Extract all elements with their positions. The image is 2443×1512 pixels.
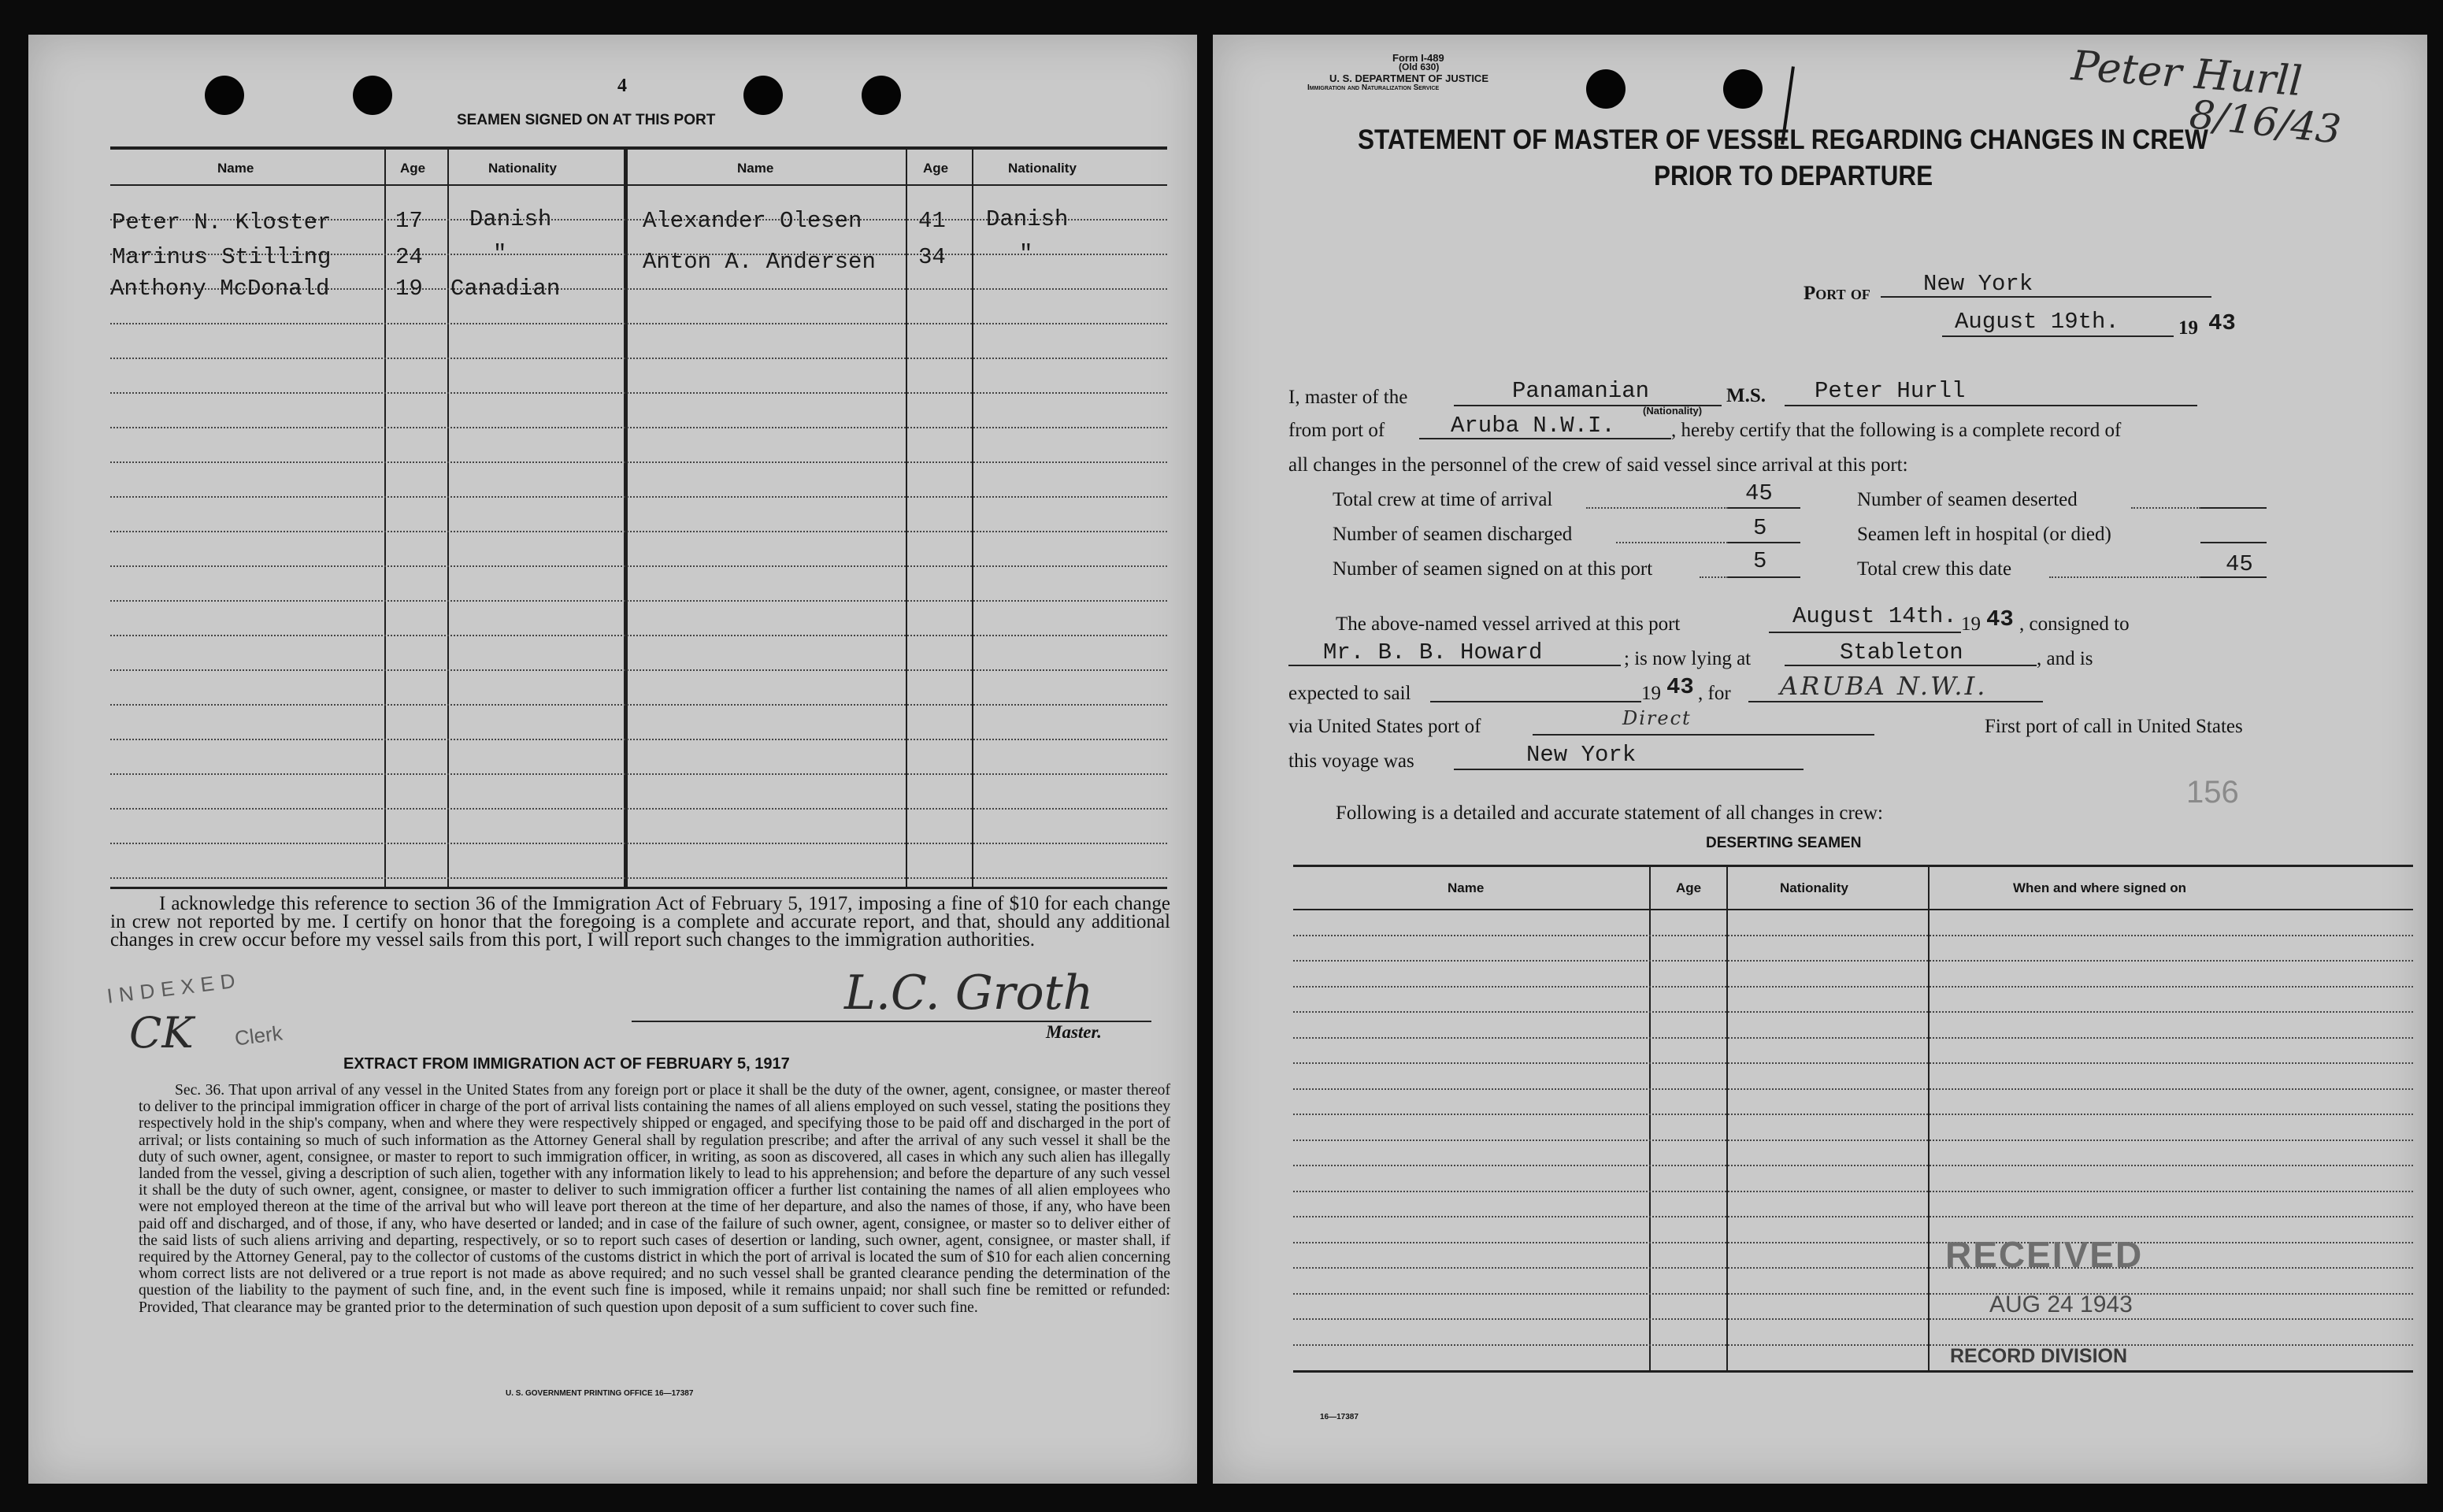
table-row-rule bbox=[110, 531, 1167, 532]
punch-hole bbox=[1586, 69, 1626, 109]
section-36-text: Sec. 36. That upon arrival of any vessel in the United States from any foreign port or place it shall be the duty of the owner, agent, consignee, or master thereof to deliver to the principal immigration officer in charge of the port of arrival lists containing the names of all aliens employed on such vessel, stating the positions they respectively hold in the ship's company, when and where they were respectively shipped or engaged, and specifying those to be paid off and discharged in the port of arrival; or lists containing so much of such information as the Attorney General shall by regulation prescribe; and after the arrival of any such vessel it shall be the duty of such owner, agent, consignee, or master to report to such immigration officer, in writing, as soon as discovered, all cases in which any such alien has illegally landed from the vessel, giving a description of such alien, together with any information likely to lead to his apprehension; and before the departure of any such vessel it shall be the duty of such owner, agent, consignee, or master to deliver to such immigration officer a further list containing the names of all alien employees who were not employed thereon at the time of the arrival but who will leave port thereon at the time of her departure, and also the names of those, if any, who have been paid off and discharged, and of those, if any, who have deserted or landed; and in case of the failure of such owner, agent, consignee, or master so to deliver either of the said lists of such aliens arriving and departing, respectively, or so to report such cases of desertion or landing, such owner, agent, consignee, or master shall, if required by the Attorney General, pay to the collector of customs of the customs district in which the port of arrival is located the sum of $10 for each alien concerning whom correct lists are not delivered or a true report is not made as above required; and no such vessel shall be granted clearance pending the determination of the question of the liability to the payment of such fine, and, in the event such fine is imposed, while it remains unpaid; nor shall such fine be remitted or refunded: Provided, That clearance may be granted prior to the determination of such question upon deposit of a sum sufficient to cover such fine. bbox=[139, 1082, 1170, 1316]
vessel-name: Peter Hurll bbox=[1815, 378, 1966, 404]
seaman-nationality: " bbox=[493, 241, 507, 267]
discharged-value: 5 bbox=[1753, 515, 1767, 541]
seaman-name: Anthony McDonald bbox=[110, 276, 330, 302]
table-row-rule bbox=[1293, 1011, 2413, 1013]
this-voyage-label: this voyage was bbox=[1288, 750, 1414, 772]
following-text: Following is a detailed and accurate statement of all changes in crew: bbox=[1336, 802, 1883, 824]
from-port-value: Aruba N.W.I. bbox=[1451, 413, 1615, 439]
table-row-rule bbox=[1293, 1344, 2413, 1346]
table-row-rule bbox=[1293, 1114, 2413, 1115]
clerk-initials: CK bbox=[129, 1008, 194, 1058]
department-name: U. S. DEPARTMENT OF JUSTICE bbox=[1329, 72, 1488, 84]
discharged-label: Number of seamen discharged bbox=[1333, 524, 1573, 545]
arrival-date: August 14th. bbox=[1792, 603, 1957, 629]
vessel-type: M.S. bbox=[1726, 385, 1766, 406]
handwritten-date: 8/16/43 bbox=[2187, 91, 2344, 153]
via-port-label: via United States port of bbox=[1288, 716, 1481, 737]
sail-year: 43 bbox=[1666, 674, 1694, 700]
left-page bbox=[28, 35, 1197, 1484]
crew-arrival-label: Total crew at time of arrival bbox=[1333, 489, 1553, 510]
form-number: Form I-489 bbox=[1392, 52, 1444, 64]
via-port-value: Direct bbox=[1622, 707, 1692, 729]
consignee-value: Mr. B. B. Howard bbox=[1323, 639, 1543, 665]
received-stamp: RECEIVED bbox=[1945, 1234, 2144, 1275]
seaman-name: Anton A. Andersen bbox=[643, 249, 876, 275]
page-number: 4 bbox=[617, 76, 627, 96]
port-label: Port of bbox=[1804, 283, 1870, 304]
crew-arrival-value: 45 bbox=[1745, 480, 1773, 506]
lying-at-label: ; is now lying at bbox=[1624, 648, 1752, 669]
table-row-rule bbox=[110, 877, 1167, 879]
destination-value: ARUBA N.W.I. bbox=[1780, 671, 1988, 701]
nationality-caption: (Nationality) bbox=[1643, 405, 1703, 417]
seaman-nationality: Canadian bbox=[450, 276, 561, 302]
table-row-rule bbox=[1293, 935, 2413, 936]
table-row-rule bbox=[110, 496, 1167, 498]
table-row-rule bbox=[110, 600, 1167, 602]
footer-code: 16—17387 bbox=[1320, 1413, 1359, 1421]
table-row-rule bbox=[110, 704, 1167, 706]
seaman-nationality: Danish bbox=[469, 206, 552, 232]
master-signature: L.C. Groth bbox=[844, 965, 1094, 1021]
table-row-rule bbox=[110, 773, 1167, 775]
table-row-rule bbox=[1293, 1293, 2413, 1295]
signed-on-label: Number of seamen signed on at this port bbox=[1333, 558, 1653, 580]
master-label: Master. bbox=[1046, 1022, 1102, 1042]
seaman-age: 24 bbox=[395, 244, 423, 270]
table-row-rule bbox=[110, 669, 1167, 671]
col-header-nationality: Nationality bbox=[488, 161, 557, 176]
signed-on-value: 5 bbox=[1753, 548, 1767, 574]
extract-title: EXTRACT FROM IMMIGRATION ACT OF FEBRUARY 5, 1917 bbox=[343, 1055, 790, 1073]
col-header-nationality: Nationality bbox=[1780, 880, 1848, 895]
col-header-age: Age bbox=[923, 161, 949, 176]
col-header-name: Name bbox=[1448, 880, 1485, 895]
table-row-rule bbox=[1293, 1318, 2413, 1320]
service-name: Immigration and Naturalization Service bbox=[1307, 83, 1440, 92]
table-row-rule bbox=[1293, 1037, 2413, 1039]
seaman-nationality: Danish bbox=[986, 206, 1069, 232]
seaman-name: Marinus Stilling bbox=[112, 244, 332, 270]
punch-hole bbox=[1723, 69, 1763, 109]
acknowledgement-text: I acknowledge this reference to section 36 of the Immigration Act of February 5, 1917, imposing a fine of $10 for each change in crew not reported by me. I certify on honor that the foregoing is a complete and accurate report, and that, should any additional changes in crew occur before my vessel sails from this port, I will report such changes to the immigration authorities. bbox=[110, 893, 1170, 951]
table-row-rule bbox=[110, 565, 1167, 567]
first-port-value: New York bbox=[1526, 742, 1637, 768]
table-row-rule bbox=[110, 392, 1167, 394]
table-row-rule bbox=[1293, 986, 2413, 988]
arrival-year-prefix: 19 bbox=[1961, 613, 1981, 635]
seaman-name: Peter N. Kloster bbox=[112, 209, 332, 235]
nationality-value: Panamanian bbox=[1512, 378, 1650, 404]
table-row-rule bbox=[1293, 1088, 2413, 1090]
table-row-rule bbox=[1293, 1267, 2413, 1269]
table-row-rule bbox=[110, 358, 1167, 359]
certify-text: , hereby certify that the following is a complete record of bbox=[1671, 420, 2122, 441]
master-of-label: I, master of the bbox=[1288, 387, 1408, 408]
punch-hole bbox=[862, 76, 901, 115]
crew-this-date-value: 45 bbox=[2226, 551, 2253, 577]
table-row-rule bbox=[110, 427, 1167, 428]
page-mark: 156 bbox=[2186, 775, 2239, 810]
form-old-number: (Old 630) bbox=[1399, 61, 1440, 72]
punch-hole bbox=[743, 76, 783, 115]
all-changes-text: all changes in the personnel of the crew of said vessel since arrival at this port: bbox=[1288, 454, 1908, 476]
col-header-when-where: When and where signed on bbox=[2013, 880, 2187, 895]
sail-year-prefix: 19 bbox=[1641, 683, 1661, 704]
table-row-rule bbox=[1293, 1165, 2413, 1166]
table-row-rule bbox=[1293, 1242, 2413, 1243]
col-header-age: Age bbox=[1676, 880, 1702, 895]
table-row-rule bbox=[1293, 1191, 2413, 1192]
port-value: New York bbox=[1923, 271, 2033, 297]
hospital-label: Seamen left in hospital (or died) bbox=[1857, 524, 2111, 545]
crew-this-date-label: Total crew this date bbox=[1857, 558, 2012, 580]
table-row-rule bbox=[1293, 1140, 2413, 1141]
signed-on-title: SEAMEN SIGNED ON AT THIS PORT bbox=[457, 112, 716, 128]
punch-hole bbox=[205, 76, 244, 115]
deserting-title: DESERTING SEAMEN bbox=[1706, 835, 1862, 851]
page-title: STATEMENT OF MASTER OF VESSEL REGARDING CHANGES IN CREW bbox=[1358, 124, 2208, 155]
indexed-stamp: INDEXED bbox=[106, 968, 243, 1008]
seaman-age: 17 bbox=[395, 208, 423, 234]
arrival-year: 43 bbox=[1986, 606, 2014, 632]
from-port-label: from port of bbox=[1288, 420, 1385, 441]
table-row-rule bbox=[110, 739, 1167, 740]
clerk-label: Clerk bbox=[233, 1021, 284, 1051]
table-row-rule bbox=[110, 808, 1167, 810]
for-label: , for bbox=[1698, 683, 1731, 704]
seaman-age: 19 bbox=[395, 276, 423, 302]
arrived-label: The above-named vessel arrived at this port bbox=[1336, 613, 1681, 635]
seaman-name: Alexander Olesen bbox=[643, 208, 862, 234]
first-port-label: First port of call in United States bbox=[1985, 716, 2243, 737]
printer-line: U. S. GOVERNMENT PRINTING OFFICE 16—17387 bbox=[506, 1389, 694, 1398]
right-page bbox=[1213, 35, 2427, 1484]
punch-hole bbox=[353, 76, 392, 115]
table-row-rule bbox=[110, 843, 1167, 844]
lying-at-value: Stableton bbox=[1840, 639, 1963, 665]
year-value: 43 bbox=[2208, 310, 2236, 336]
seaman-nationality: " bbox=[1019, 241, 1033, 267]
col-header-nationality: Nationality bbox=[1008, 161, 1077, 176]
table-row-rule bbox=[110, 635, 1167, 636]
expected-label: expected to sail bbox=[1288, 683, 1411, 704]
table-row-rule bbox=[110, 323, 1167, 324]
table-row-rule bbox=[1293, 960, 2413, 962]
table-row-rule bbox=[1293, 1062, 2413, 1064]
record-division-stamp: RECORD DIVISION bbox=[1950, 1345, 2128, 1367]
page-subtitle: PRIOR TO DEPARTURE bbox=[1654, 161, 1933, 191]
col-header-name: Name bbox=[217, 161, 254, 176]
year-prefix: 19 bbox=[2178, 317, 2198, 339]
handwritten-ship-name: Peter Hurll bbox=[2070, 42, 2304, 106]
date-value: August 19th. bbox=[1955, 309, 2119, 335]
col-header-age: Age bbox=[400, 161, 426, 176]
seaman-age: 41 bbox=[918, 208, 946, 234]
table-row-rule bbox=[1293, 1216, 2413, 1217]
received-date-stamp: AUG 24 1943 bbox=[1989, 1292, 2133, 1317]
consigned-to-label: , consigned to bbox=[2019, 613, 2130, 635]
seaman-age: 34 bbox=[918, 244, 946, 270]
deserted-label: Number of seamen deserted bbox=[1857, 489, 2078, 510]
col-header-name: Name bbox=[737, 161, 774, 176]
table-row-rule bbox=[110, 461, 1167, 463]
and-is-label: , and is bbox=[2037, 648, 2093, 669]
